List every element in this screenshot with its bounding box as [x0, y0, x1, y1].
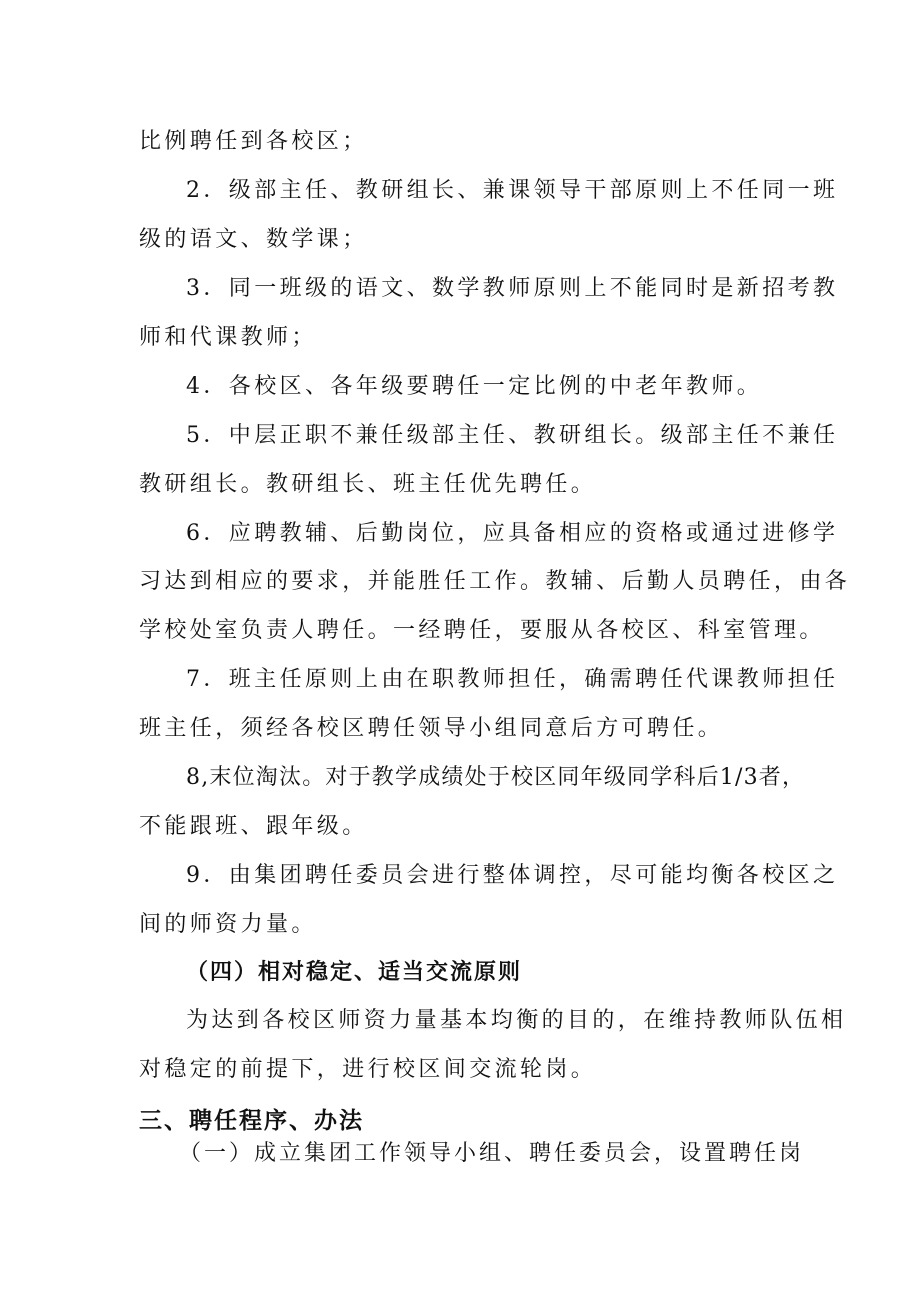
text-line-10: 习达到相应的要求，并能胜任工作。教辅、后勤人员聘任，由各	[139, 569, 851, 594]
text-line-15: 不能跟班、跟年级。	[139, 814, 368, 839]
section-heading-3: 三、聘任程序、办法	[139, 1107, 364, 1134]
text-line-11: 学校处室负责人聘任。一经聘任，要服从各校区、科室管理。	[139, 618, 825, 643]
text-line-22: （一）成立集团工作领导小组、聘任委员会，设置聘任岗	[179, 1141, 805, 1166]
text-line-3: 级的语文、数学课；	[139, 227, 368, 252]
text-line-14: 8,末位淘汰。对于教学成绩处于校区同年级同学科后1/3者，	[186, 765, 806, 790]
text-line-1: 比例聘任到各校区；	[139, 129, 368, 154]
text-line-19: 为达到各校区师资力量基本均衡的目的，在维持教师队伍相	[186, 1008, 847, 1033]
text-line-4: 3．同一班级的语文、数学教师原则上不能同时是新招考教	[186, 276, 839, 301]
text-line-8: 教研组长。教研组长、班主任优先聘任。	[139, 472, 597, 497]
text-line-5: 师和代课教师；	[139, 325, 317, 350]
text-line-6: 4．各校区、各年级要聘任一定比例的中老年教师。	[186, 374, 763, 399]
text-line-12: 7．班主任原则上由在职教师担任，确需聘任代课教师担任	[186, 667, 839, 692]
section-heading-4: （四）相对稳定、适当交流原则	[186, 959, 523, 985]
text-line-20: 对稳定的前提下，进行校区间交流轮岗。	[139, 1057, 597, 1082]
text-line-17: 间的师资力量。	[139, 912, 317, 937]
text-line-16: 9．由集团聘任委员会进行整体调控，尽可能均衡各校区之	[186, 863, 839, 888]
text-line-7: 5．中层正职不兼任级部主任、教研组长。级部主任不兼任	[186, 423, 839, 448]
text-line-2: 2．级部主任、教研组长、兼课领导干部原则上不任同一班	[186, 178, 839, 203]
text-line-13: 班主任，须经各校区聘任领导小组同意后方可聘任。	[139, 716, 724, 741]
text-line-9: 6．应聘教辅、后勤岗位，应具备相应的资格或通过进修学	[186, 521, 839, 546]
